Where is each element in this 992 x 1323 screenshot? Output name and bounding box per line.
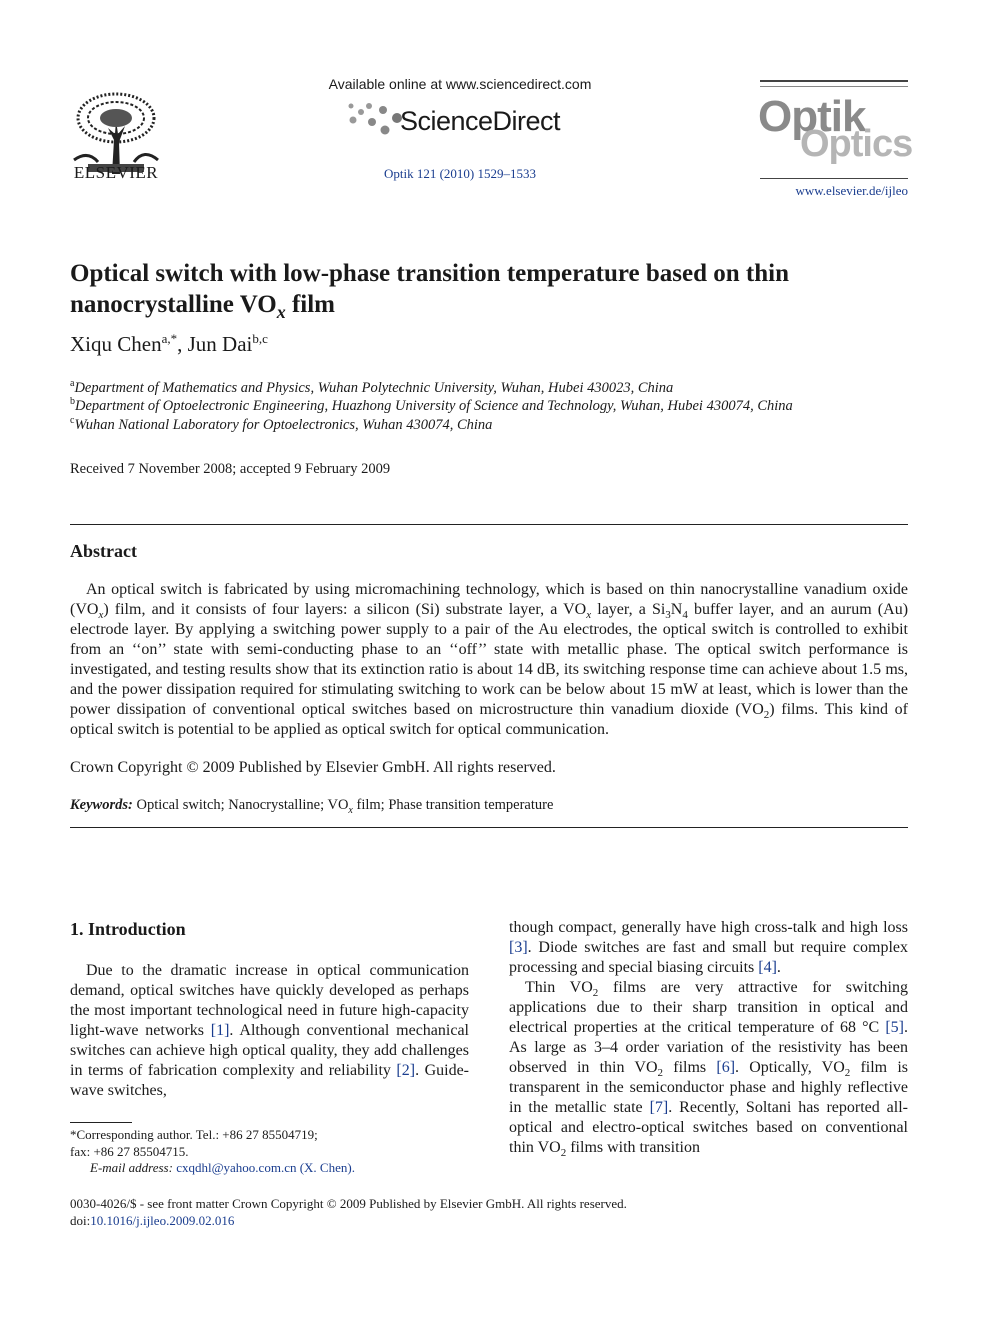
journal-logo-optik: Optik — [758, 92, 866, 141]
journal-citation-link[interactable]: Optik 121 (2010) 1529–1533 — [383, 166, 537, 181]
intro-left-column: Due to the dramatic increase in optical communication demand, optical switches have quickly developed as perhaps the most important technological need in future high-capacity light-wave networks [1]. Although conventional mechanical switches can achieve high optical quality, they add challenges in terms of fabrication complexity and reliability [2]. Guide-wave switches, — [70, 962, 469, 1099]
ref-link-1[interactable]: [1] — [210, 1022, 230, 1039]
received-accepted-dates: Received 7 November 2008; accepted 9 February 2009 — [70, 461, 391, 477]
journal-url-link[interactable]: www.elsevier.de/ijleo — [795, 183, 908, 198]
journal-logo-rule-bottom — [760, 178, 908, 179]
doi-line: doi:10.1016/j.ijleo.2009.02.016 — [70, 1213, 235, 1228]
sciencedirect-wordmark: ScienceDirect — [400, 106, 561, 136]
author-chen[interactable]: Xiqu Chen — [70, 332, 162, 356]
ref-link-6[interactable]: [6] — [716, 1059, 736, 1076]
affiliation-c: $^c$Wuhan National Laboratory for Optoelectronics, Wuhan 430074, China — [70, 415, 493, 433]
article-title: Optical switch with low-phase transition temperature based on thin nanocrystalline $VO_x$ film — [70, 260, 790, 322]
footnote-rule — [70, 1122, 132, 1123]
abstract-copyright: Crown Copyright © 2009 Published by Elsevier GmbH. All rights reserved. — [70, 759, 556, 776]
affiliation-a: $^a$Department of Mathematics and Physics, Wuhan Polytechnic University, Wuhan, Hubei 430023, China — [70, 378, 674, 396]
divider-top — [70, 524, 908, 525]
ref-link-2[interactable]: [2] — [396, 1062, 416, 1079]
abstract-body: An optical switch is fabricated by using micromachining technology, which is based on thin nanocrystalline vanadium oxide $(VO_x)$ film, and it consists of four layers: a silicon (Si) substrate layer, a $VO_x$ layer, a $Si_3N_4$ buffer layer, and an aurum (Au) electrode layer. By applying a switching power supply to a pair of the Au electrodes, the optical switch is controlled to exhibit from an ‘‘on’’ state with semi-conducting phase to an ‘‘off’’ state with metallic phase. The optical switch performance is investigated, and testing results show that its extinction ratio is about 14 dB, its switching response time can achieve about 1.5 ms, and the power dissipation required for stimulating switching to work can be below about 15 mW at least, which is lower than the power dissipation of conventional optical switches based on microstructure thin vanadium dioxide $(VO_2)$ films. This kind of optical switch is potential to be applied as optical switch for optical communication. — [70, 581, 909, 738]
keywords-line: Keywords: Optical switch; Nanocrystalline; $VO_x$ film; Phase transition temperature — [70, 797, 554, 816]
journal-logo-rule-mid — [760, 86, 908, 87]
section-heading-introduction: 1. Introduction — [70, 919, 186, 939]
author-dai[interactable]: , Jun Dai — [177, 332, 253, 356]
intro-right-column — [509, 918, 908, 1158]
affiliation-b: $^b$Department of Optoelectronic Engineering, Huazhong University of Science and Technology, Wuhan, Hubei 430074, China — [70, 396, 793, 414]
author-email-link[interactable]: cxqdhl@yahoo.com.cn — [176, 1160, 297, 1175]
ref-link-7[interactable]: [7] — [649, 1099, 669, 1116]
intro-paragraph-2: Thin $VO_2$ films are very attractive for switching applications due to their sharp transition in optical and electrical properties at the critical temperature of 68 °C [5]. As large as 3–4 order variation of the resistivity has been observed in thin $VO_2$ films [6]. Optically, $VO_2$ film is transparent in the semiconductor phase and highly reflective in the metallic state [7]. Recently, Soltani has reported all-optical and electro-optical switches based on conventional thin $VO_2$ films with transition — [509, 979, 909, 1160]
ref-link-5[interactable]: [5] — [885, 1019, 904, 1036]
available-online-text[interactable]: Available online at www.sciencedirect.com — [328, 76, 592, 92]
ref-link-3[interactable]: [3] — [509, 939, 528, 956]
doi-link[interactable]: 10.1016/j.ijleo.2009.02.016 — [90, 1213, 235, 1228]
abstract-heading: Abstract — [70, 541, 137, 561]
intro-paragraph-1-continued: though compact, generally have high cross-talk and high loss [3]. Diode switches are fast and small but require complex processing and special biasing circuits [4]. — [509, 919, 908, 976]
corresponding-author-footnote: *Corresponding author. Tel.: +86 27 85504719; fax: +86 27 85504715. E-mail address: cxqdhl@yahoo.com.cn (X. Chen). — [70, 1127, 355, 1175]
publisher-name: ELSEVIER — [73, 163, 159, 182]
author-list: Xiqu Chen$^{a,*}$, Jun Dai$^{b,c}$ — [70, 331, 268, 356]
issn-copyright-line: 0030-4026/$ - see front matter Crown Copyright © 2009 Published by Elsevier GmbH. All rights reserved. — [70, 1196, 627, 1211]
journal-logo-rule-top — [760, 80, 908, 82]
journal-logo-optics: Optics — [800, 123, 913, 165]
divider-bottom — [70, 827, 908, 828]
ref-link-4[interactable]: [4] — [758, 959, 777, 976]
